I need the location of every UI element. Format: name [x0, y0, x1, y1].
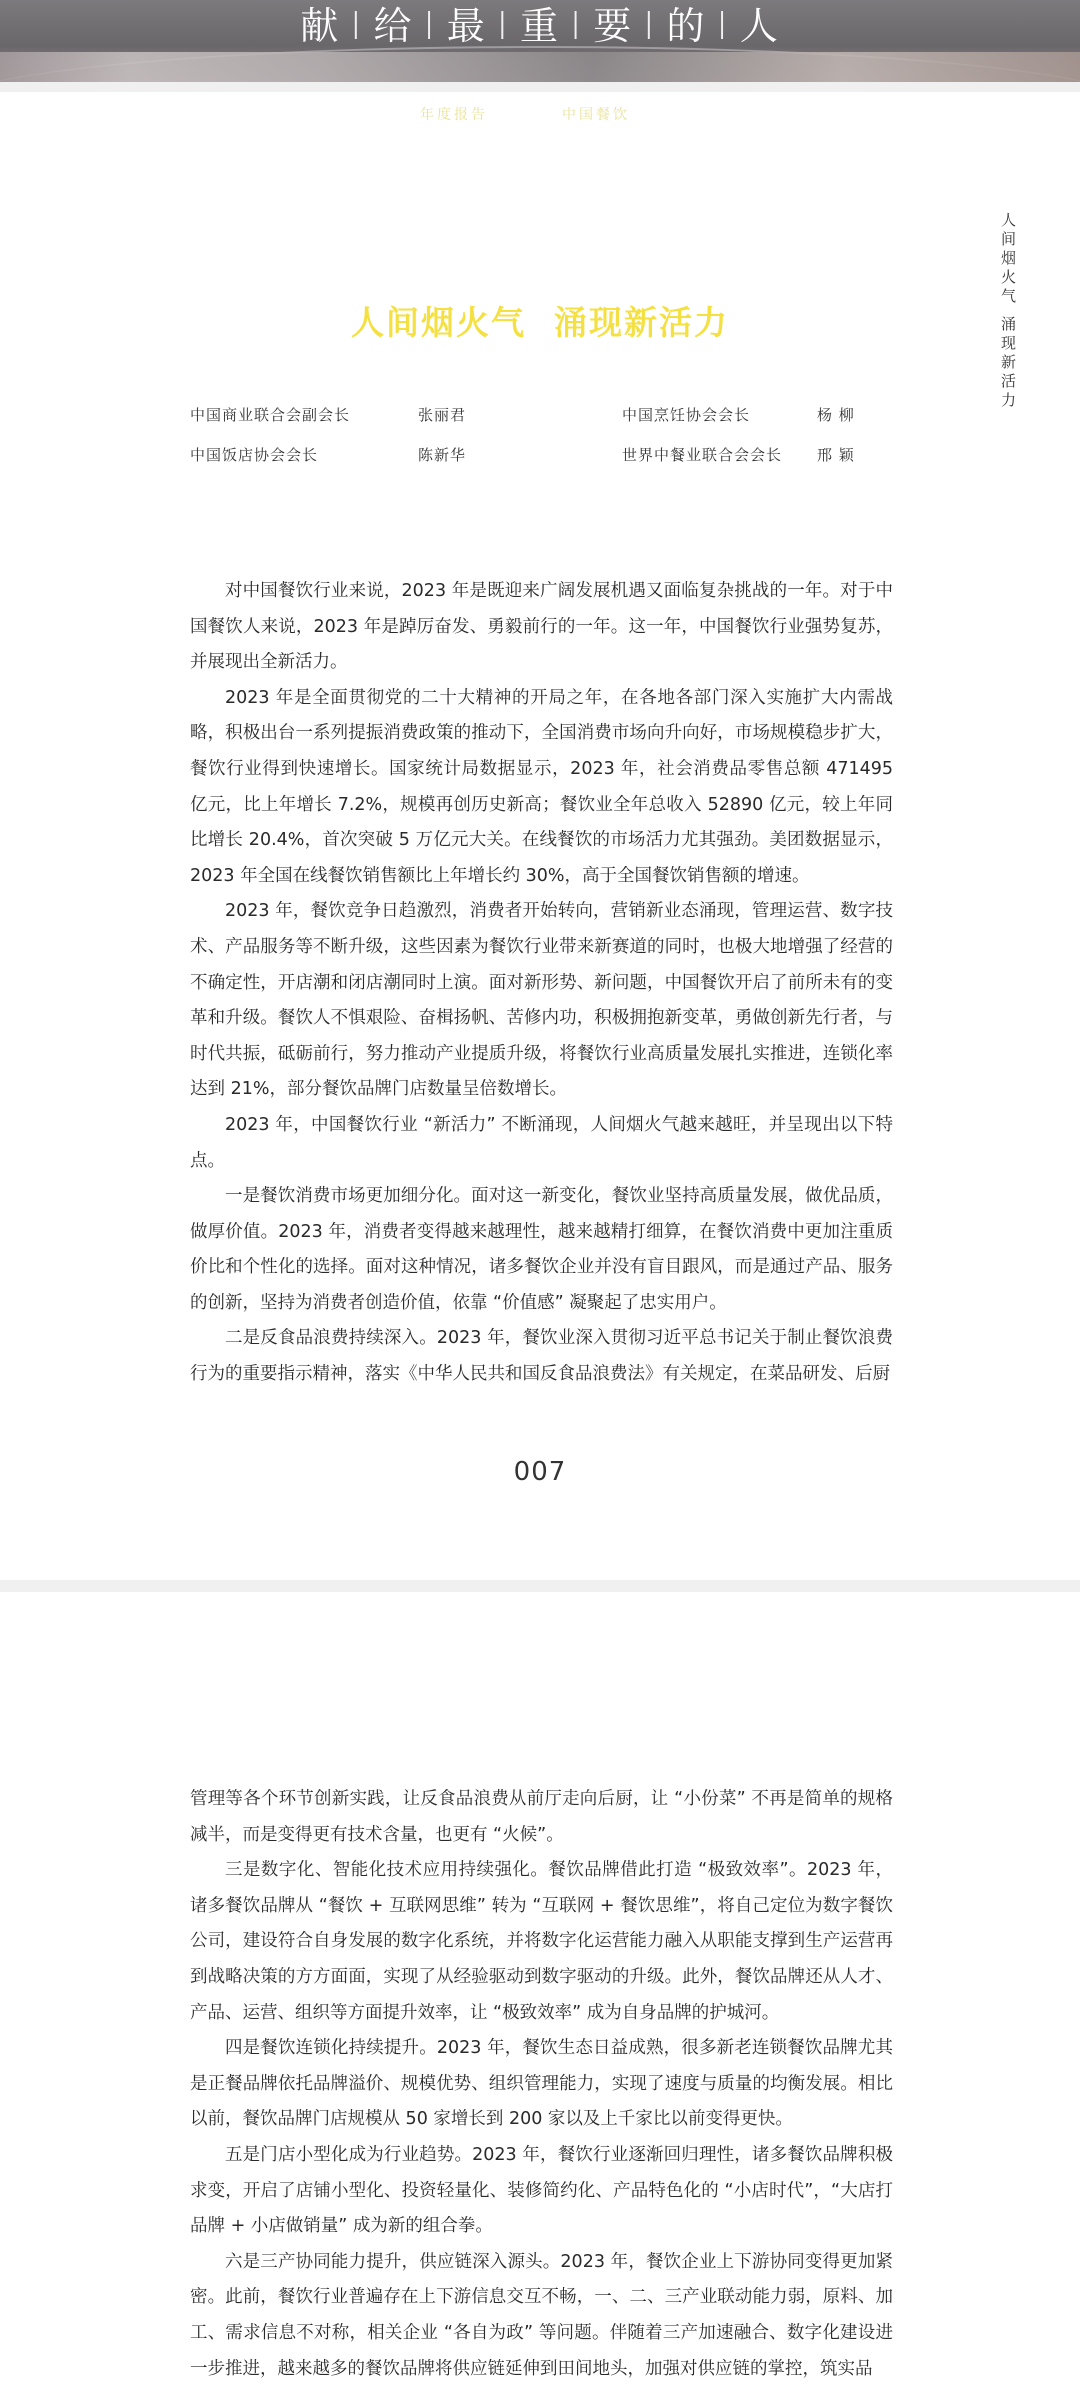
author-name: 张丽君 — [418, 406, 467, 424]
author-role: 世界中餐业联合会会长 — [622, 446, 783, 464]
banner-texture — [0, 52, 1080, 82]
banner-separator: I — [423, 4, 437, 48]
banner-char: 最 — [446, 4, 487, 48]
paragraph: 2023 年，餐饮竞争日趋激烈，消费者开始转向，营销新业态涌现，管理运营、数字技术、产品服务等不断升级，这些因素为餐饮行业带来新赛道的同时，也极大地增强了经营的不确定性，开店潮和闭店潮同时上演。面对新形势、新问题，中国餐饮开启了前所未有的变革和升级。餐饮人不惧艰险、奋楫扬帆、苦修内功，积极拥抱新变革，勇做创新先行者，与时代共振，砥砺前行，努力推动产业提质升级，将餐饮行业高质量发展扎实推进，连锁化率达到 21%，部分餐饮品牌门店数量呈倍数增长。 — [190, 901, 893, 1100]
article-title-part: 人间烟火气 — [351, 303, 526, 342]
paragraph: 三是数字化、智能化技术应用持续强化。餐饮品牌借此打造 “极致效率”。2023 年，诸多餐饮品牌从 “餐饮 + 互联网思维” 转为 “互联网 + 餐饮思维”，将自己定位为数字餐饮公司，建设符合自身发展的数字化系统，并将数字化运营能力融入从职能支撑到生产运营再到战略决策的方方面面，实现了从经验驱动到数字驱动的升级。此外，餐饮品牌还从人才、产品、运营、组织等方面提升效率，让 “极致效率” 成为自身品牌的护城河。 — [190, 1860, 893, 2023]
author-name: 邢 颖 — [817, 446, 855, 464]
banner-separator: I — [350, 4, 364, 48]
author-role: 中国烹饪协会会长 — [622, 406, 751, 424]
author-role: 中国饭店协会会长 — [190, 446, 319, 464]
side-running-title: 人间烟火气 涌现新活力 — [999, 212, 1017, 411]
paragraph: 四是餐饮连锁化持续提升。2023 年，餐饮生态日益成熟，很多新老连锁餐饮品牌尤其是正餐品牌依托品牌溢价、规模优势、组织管理能力，实现了速度与质量的均衡发展。相比以前，餐饮品牌门店规模从 50 家增长到 200 家以及上千家比以前变得更快。 — [190, 2038, 893, 2130]
banner-char: 的 — [666, 4, 707, 48]
author-role: 中国商业联合会副会长 — [190, 406, 351, 424]
paragraph: 一是餐饮消费市场更加细分化。面对这一新变化，餐饮业坚持高质量发展，做优品质，做厚价值。2023 年，消费者变得越来越理性，越来越精打细算，在餐饮消费中更加注重质价比和个性化的选择。面对这种情况，诸多餐饮企业并没有盲目跟风，而是通过产品、服务的创新，坚持为消费者创造价值，依靠 “价值感” 凝聚起了忠实用户。 — [190, 1186, 893, 1313]
top-banner — [0, 0, 1080, 82]
article-title — [0, 297, 1080, 344]
banner-separator: I — [716, 4, 730, 48]
page-number: 007 — [513, 1457, 567, 1487]
banner-char: 献 — [300, 4, 341, 48]
paragraph: 2023 年，中国餐饮行业 “新活力” 不断涌现，人间烟火气越来越旺，并呈现出以下特点。 — [190, 1114, 893, 1171]
paragraph: 管理等各个环节创新实践，让反食品浪费从前厅走向后厨，让 “小份菜” 不再是简单的规格减半，而是变得更有技术含量，也更有 “火候”。 — [190, 1789, 893, 1845]
document-page-2[interactable] — [0, 1592, 1080, 2400]
banner-separator: I — [570, 4, 584, 48]
faint-header-text: 中国餐饮 — [562, 107, 630, 123]
author-name: 陈新华 — [418, 446, 467, 464]
article-body — [190, 1782, 893, 2387]
banner-char: 人 — [739, 4, 780, 48]
article-body — [190, 574, 893, 1393]
author-name: 杨 柳 — [817, 406, 855, 424]
article-title-part: 涌现新活力 — [554, 303, 729, 342]
banner-char: 给 — [373, 4, 414, 48]
paragraph: 六是三产协同能力提升，供应链深入源头。2023 年，餐饮企业上下游协同变得更加紧密。此前，餐饮行业普遍存在上下游信息交互不畅，一、二、三产业联动能力弱，原料、加工、需求信息不对称，相关企业 “各自为政” 等问题。伴随着三产加速融合、数字化建设进一步推进，越来越多的餐饮品牌将供应链延伸到田间地头，加强对供应链的掌控，筑实品 — [190, 2251, 893, 2379]
faint-header-text: 年度报告 — [420, 107, 488, 123]
banner-separator: I — [643, 4, 657, 48]
document-page-1[interactable] — [0, 92, 1080, 1580]
paragraph: 对中国餐饮行业来说，2023 年是既迎来广阔发展机遇又面临复杂挑战的一年。对于中国餐饮人来说，2023 年是踔厉奋发、勇毅前行的一年。这一年，中国餐饮行业强势复苏，并展现出全新活力。 — [190, 581, 893, 673]
paragraph: 2023 年是全面贯彻党的二十大精神的开局之年，在各地各部门深入实施扩大内需战略，积极出台一系列提振消费政策的推动下，全国消费市场向升向好，市场规模稳步扩大，餐饮行业得到快速增长。国家统计局数据显示，2023 年，社会消费品零售总额 471495 亿元，比上年增长 7.2%，规模再创历史新高；餐饮业全年总收入 52890 亿元，较上年同比增长 20.4%，首次突破 5 万亿元大关。在线餐饮的市场活力尤其强劲。美团数据显示，2023 年全国在线餐饮销售额比上年增长约 30%，高于全国餐饮销售额的增速。 — [190, 687, 893, 886]
banner-char: 要 — [593, 4, 634, 48]
banner-separator: I — [496, 4, 510, 48]
banner-title — [0, 2, 1080, 50]
banner-char: 重 — [519, 4, 560, 48]
paragraph: 二是反食品浪费持续深入。2023 年，餐饮业深入贯彻习近平总书记关于制止餐饮浪费行为的重要指示精神，落实《中华人民共和国反食品浪费法》有关规定，在菜品研发、后厨 — [190, 1328, 893, 1385]
paragraph: 五是门店小型化成为行业趋势。2023 年，餐饮行业逐渐回归理性，诸多餐饮品牌积极求变，开启了店铺小型化、投资轻量化、装修简约化、产品特色化的 “小店时代”，“大店打品牌 + 小店做销量” 成为新的组合拳。 — [190, 2144, 893, 2237]
